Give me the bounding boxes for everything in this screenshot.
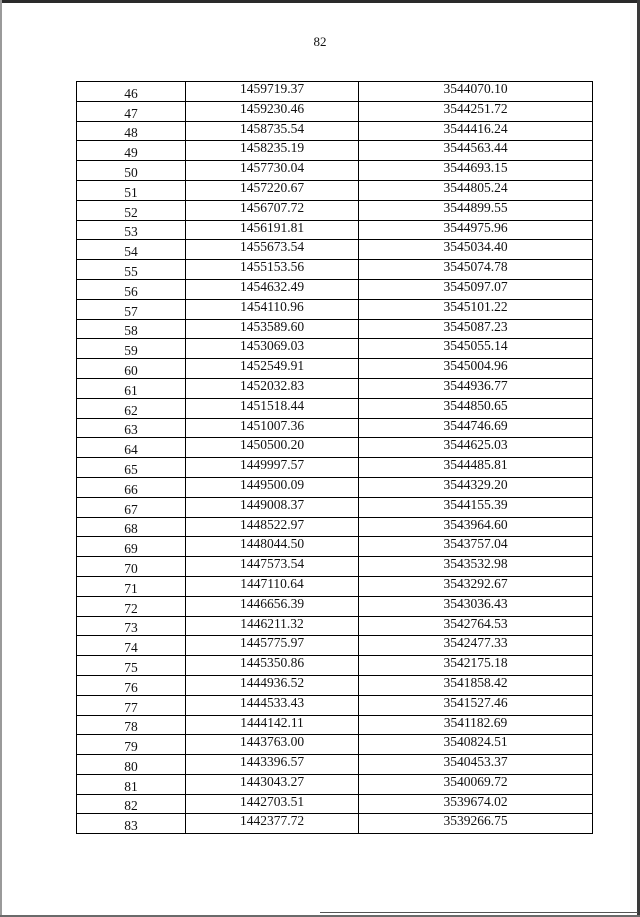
table-row — [77, 398, 593, 418]
y-coordinate-cell: 3544936.77 — [359, 378, 593, 398]
x-coordinate-cell: 1452549.91 — [186, 359, 359, 379]
table-row — [77, 596, 593, 616]
y-coordinate-cell: 3543292.67 — [359, 576, 593, 596]
point-number-cell: 49 — [77, 141, 186, 161]
point-number-cell: 81 — [77, 774, 186, 794]
point-number-cell: 77 — [77, 695, 186, 715]
table-row — [77, 220, 593, 240]
y-coordinate-cell: 3545004.96 — [359, 359, 593, 379]
table-row — [77, 755, 593, 775]
point-number-cell: 82 — [77, 794, 186, 814]
y-coordinate-cell: 3544975.96 — [359, 220, 593, 240]
point-number-cell: 61 — [77, 378, 186, 398]
point-number-cell: 74 — [77, 636, 186, 656]
table-row — [77, 299, 593, 319]
point-number-cell: 63 — [77, 418, 186, 438]
table-row — [77, 240, 593, 260]
table-row — [77, 477, 593, 497]
y-coordinate-cell: 3539266.75 — [359, 814, 593, 834]
x-coordinate-cell: 1444142.11 — [186, 715, 359, 735]
y-coordinate-cell: 3542764.53 — [359, 616, 593, 636]
table-row — [77, 82, 593, 102]
x-coordinate-cell: 1457220.67 — [186, 180, 359, 200]
table-row — [77, 378, 593, 398]
x-coordinate-cell: 1446656.39 — [186, 596, 359, 616]
x-coordinate-cell: 1450500.20 — [186, 438, 359, 458]
y-coordinate-cell: 3545034.40 — [359, 240, 593, 260]
table-row — [77, 735, 593, 755]
x-coordinate-cell: 1447573.54 — [186, 557, 359, 577]
point-number-cell: 65 — [77, 458, 186, 478]
y-coordinate-cell: 3544625.03 — [359, 438, 593, 458]
point-number-cell: 52 — [77, 200, 186, 220]
x-coordinate-cell: 1443043.27 — [186, 774, 359, 794]
y-coordinate-cell: 3545055.14 — [359, 339, 593, 359]
y-coordinate-cell: 3544251.72 — [359, 101, 593, 121]
x-coordinate-cell: 1453069.03 — [186, 339, 359, 359]
y-coordinate-cell: 3539674.02 — [359, 794, 593, 814]
table-row — [77, 576, 593, 596]
x-coordinate-cell: 1447110.64 — [186, 576, 359, 596]
y-coordinate-cell: 3544155.39 — [359, 497, 593, 517]
table-row — [77, 675, 593, 695]
table-row — [77, 141, 593, 161]
point-number-cell: 57 — [77, 299, 186, 319]
table-row — [77, 101, 593, 121]
x-coordinate-cell: 1449008.37 — [186, 497, 359, 517]
point-number-cell: 80 — [77, 755, 186, 775]
page-number: 82 — [313, 34, 327, 49]
x-coordinate-cell: 1459230.46 — [186, 101, 359, 121]
x-coordinate-cell: 1446211.32 — [186, 616, 359, 636]
y-coordinate-cell: 3540453.37 — [359, 755, 593, 775]
table-row — [77, 616, 593, 636]
x-coordinate-cell: 1451518.44 — [186, 398, 359, 418]
table-row — [77, 279, 593, 299]
x-coordinate-cell: 1445775.97 — [186, 636, 359, 656]
y-coordinate-cell: 3544563.44 — [359, 141, 593, 161]
table-row — [77, 537, 593, 557]
point-number-cell: 55 — [77, 260, 186, 280]
point-number-cell: 75 — [77, 656, 186, 676]
y-coordinate-cell: 3543964.60 — [359, 517, 593, 537]
point-number-cell: 73 — [77, 616, 186, 636]
x-coordinate-cell: 1458735.54 — [186, 121, 359, 141]
point-number-cell: 79 — [77, 735, 186, 755]
x-coordinate-cell: 1445350.86 — [186, 656, 359, 676]
table-row — [77, 200, 593, 220]
point-number-cell: 53 — [77, 220, 186, 240]
scan-edge-top — [0, 0, 640, 3]
y-coordinate-cell: 3541182.69 — [359, 715, 593, 735]
table-row — [77, 458, 593, 478]
point-number-cell: 50 — [77, 161, 186, 181]
table-row — [77, 557, 593, 577]
point-number-cell: 71 — [77, 576, 186, 596]
point-number-cell: 58 — [77, 319, 186, 339]
table-row — [77, 418, 593, 438]
point-number-cell: 62 — [77, 398, 186, 418]
table-row — [77, 359, 593, 379]
x-coordinate-cell: 1449500.09 — [186, 477, 359, 497]
footer-rule — [320, 912, 638, 913]
x-coordinate-cell: 1449997.57 — [186, 458, 359, 478]
y-coordinate-cell: 3544070.10 — [359, 82, 593, 102]
y-coordinate-cell: 3540069.72 — [359, 774, 593, 794]
y-coordinate-cell: 3545101.22 — [359, 299, 593, 319]
x-coordinate-cell: 1456707.72 — [186, 200, 359, 220]
x-coordinate-cell: 1452032.83 — [186, 378, 359, 398]
x-coordinate-cell: 1448044.50 — [186, 537, 359, 557]
y-coordinate-cell: 3544485.81 — [359, 458, 593, 478]
x-coordinate-cell: 1453589.60 — [186, 319, 359, 339]
x-coordinate-cell: 1442377.72 — [186, 814, 359, 834]
y-coordinate-cell: 3545097.07 — [359, 279, 593, 299]
x-coordinate-cell: 1459719.37 — [186, 82, 359, 102]
x-coordinate-cell: 1442703.51 — [186, 794, 359, 814]
table-row — [77, 319, 593, 339]
x-coordinate-cell: 1458235.19 — [186, 141, 359, 161]
x-coordinate-cell: 1448522.97 — [186, 517, 359, 537]
y-coordinate-cell: 3544329.20 — [359, 477, 593, 497]
table-row — [77, 497, 593, 517]
table-row — [77, 517, 593, 537]
y-coordinate-cell: 3544416.24 — [359, 121, 593, 141]
table-row — [77, 121, 593, 141]
x-coordinate-cell: 1456191.81 — [186, 220, 359, 240]
point-number-cell: 83 — [77, 814, 186, 834]
x-coordinate-cell: 1443763.00 — [186, 735, 359, 755]
point-number-cell: 48 — [77, 121, 186, 141]
table-row — [77, 774, 593, 794]
point-number-cell: 60 — [77, 359, 186, 379]
table-row — [77, 161, 593, 181]
point-number-cell: 78 — [77, 715, 186, 735]
y-coordinate-cell: 3545074.78 — [359, 260, 593, 280]
y-coordinate-cell: 3540824.51 — [359, 735, 593, 755]
y-coordinate-cell: 3543532.98 — [359, 557, 593, 577]
table-row — [77, 656, 593, 676]
y-coordinate-cell: 3544899.55 — [359, 200, 593, 220]
point-number-cell: 66 — [77, 477, 186, 497]
x-coordinate-cell: 1455673.54 — [186, 240, 359, 260]
y-coordinate-cell: 3542477.33 — [359, 636, 593, 656]
table-row — [77, 814, 593, 834]
table-row — [77, 260, 593, 280]
point-number-cell: 56 — [77, 279, 186, 299]
y-coordinate-cell: 3541527.46 — [359, 695, 593, 715]
point-number-cell: 76 — [77, 675, 186, 695]
coordinates-table-body — [77, 82, 593, 834]
x-coordinate-cell: 1454632.49 — [186, 279, 359, 299]
x-coordinate-cell: 1444936.52 — [186, 675, 359, 695]
table-row — [77, 438, 593, 458]
y-coordinate-cell: 3545087.23 — [359, 319, 593, 339]
point-number-cell: 64 — [77, 438, 186, 458]
x-coordinate-cell: 1444533.43 — [186, 695, 359, 715]
point-number-cell: 51 — [77, 180, 186, 200]
y-coordinate-cell: 3542175.18 — [359, 656, 593, 676]
y-coordinate-cell: 3541858.42 — [359, 675, 593, 695]
table-row — [77, 715, 593, 735]
table-row — [77, 339, 593, 359]
table-row — [77, 695, 593, 715]
x-coordinate-cell: 1457730.04 — [186, 161, 359, 181]
point-number-cell: 47 — [77, 101, 186, 121]
x-coordinate-cell: 1451007.36 — [186, 418, 359, 438]
y-coordinate-cell: 3544850.65 — [359, 398, 593, 418]
scan-edge-left — [0, 0, 2, 917]
point-number-cell: 72 — [77, 596, 186, 616]
point-number-cell: 70 — [77, 557, 186, 577]
table-row — [77, 794, 593, 814]
point-number-cell: 67 — [77, 497, 186, 517]
point-number-cell: 54 — [77, 240, 186, 260]
y-coordinate-cell: 3543036.43 — [359, 596, 593, 616]
y-coordinate-cell: 3544805.24 — [359, 180, 593, 200]
point-number-cell: 69 — [77, 537, 186, 557]
x-coordinate-cell: 1455153.56 — [186, 260, 359, 280]
point-number-cell: 68 — [77, 517, 186, 537]
y-coordinate-cell: 3543757.04 — [359, 537, 593, 557]
x-coordinate-cell: 1454110.96 — [186, 299, 359, 319]
y-coordinate-cell: 3544693.15 — [359, 161, 593, 181]
point-number-cell: 46 — [77, 82, 186, 102]
point-number-cell: 59 — [77, 339, 186, 359]
table-row — [77, 180, 593, 200]
x-coordinate-cell: 1443396.57 — [186, 755, 359, 775]
coordinates-table — [76, 81, 593, 834]
y-coordinate-cell: 3544746.69 — [359, 418, 593, 438]
table-row — [77, 636, 593, 656]
